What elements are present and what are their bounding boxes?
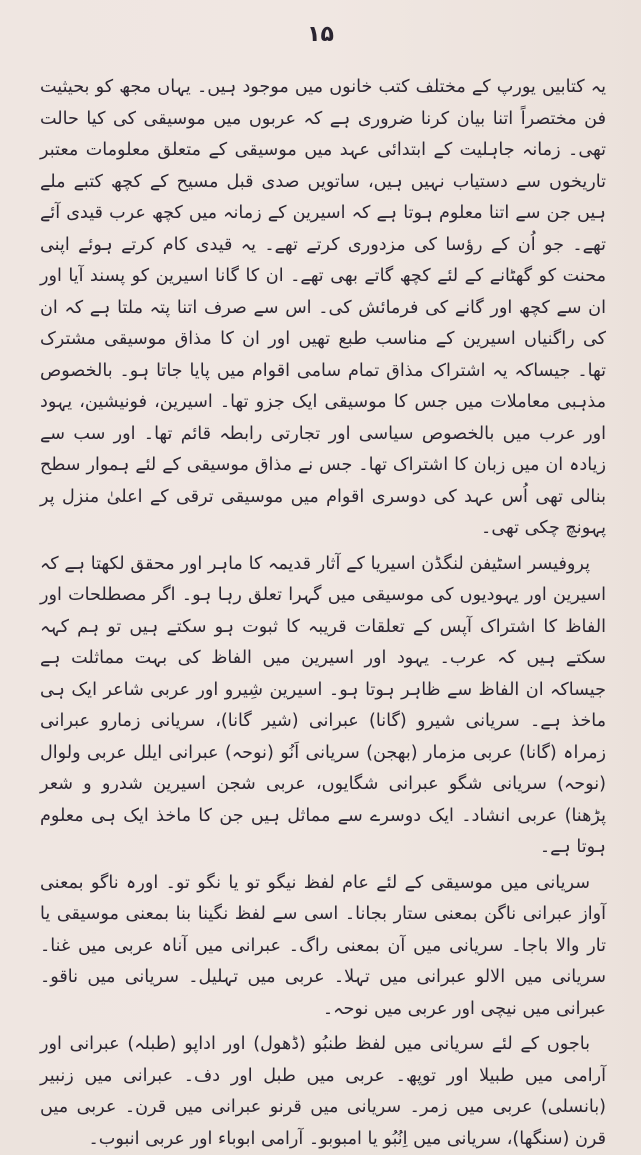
paragraph: یہ کتابیں یورپ کے مختلف کتب خانوں میں موجود ہیں۔ یہاں مجھ کو بحیثیت فن مختصراً اتنا بیان کرنا ضروری ہے کہ عربوں میں موسیقی کی کیا حالت تھی۔ زمانہ جاہلیت کے ابتدائی عہد میں موسیقی کے متعلق معلومات معتبر تاریخوں سے دستیاب نہیں ہیں، ساتویں صدی قبل مسیح کے کچھ کتبے ملے ہیں جن سے اتنا معلوم ہوتا ہے کہ اسیرین کے زمانہ میں کچھ عرب قیدی آئے تھے۔ جو اُن کے رؤسا کی مزدوری کرتے تھے۔ یہ قیدی کام کرتے ہوئے اپنی محنت کو گھٹانے کے لئے کچھ گاتے بھی تھے۔ ان کا گانا اسیرین کو پسند آیا اور ان سے کچھ اور گانے کی فرمائش کی۔ اس سے صرف اتنا پتہ ملتا ہے کہ ان کی راگنیاں اسیرین کے مناسب طبع تھیں اور ان کا مذاق موسیقی مشترک تھا۔ جیساکہ یہ اشتراک مذاق تمام سامی اقوام میں پایا جاتا ہو۔ بالخصوص مذہبی معاملات میں جس کا موسیقی ایک جزو تھا۔ اسیرین، فونیشین، یہود اور عرب میں بالخصوص سیاسی اور تجارتی رابطہ قائم تھا۔ اور سب سے زیادہ ان میں زبان کا اشتراک تھا۔ جس نے مذاق موسیقی کے لئے ہموار سطح بنالی تھی اُس عہد کی دوسری اقوام میں موسیقی ترقی کے اعلیٰ منزل پر پہونچ چکی تھی۔ bbox=[40, 77, 606, 538]
paragraph: باجوں کے لئے سریانی میں لفظ طنبُو (ڈھول) اور اداپو (طبلہ) عبرانی اور آرامی میں طبیلا اور توپھ۔ عربی میں طبل اور دف۔ عبرانی میں زنبیر (بانسلی) عربی میں زمر۔ سریانی میں قرنو عبرانی میں قرن۔ عربی میں قرن (سنگھا)، سریانی میں اِنُبُو یا امبوبو۔ آرامی ابوباء اور عربی انبوب۔ bbox=[40, 1034, 606, 1149]
page-number: ۱۵ bbox=[307, 22, 334, 47]
paragraph: سریانی میں موسیقی کے لئے عام لفظ نیگو تو یا نگو تو۔ اورہ ناگو بمعنی آواز عبرانی ناگن بمعنی ستار بجانا۔ اسی سے لفظ نگینا بنا بمعنی موسیقی یا تار والا باجا۔ سریانی میں آن بمعنی راگ۔ عبرانی میں آناہ عربی میں غنا۔ سریانی میں الالو عبرانی میں تہلا۔ عربی میں تہلیل۔ سریانی میں ناقو۔ عبرانی میں نیچی اور عربی میں نوحہ۔ bbox=[40, 872, 606, 1019]
paragraph: پروفیسر اسٹیفن لنگڈن اسیریا کے آثار قدیمہ کا ماہر اور محقق لکھتا ہے کہ اسیرین اور یہودیوں کی موسیقی میں گہرا تعلق رہا ہو۔ اگر مصطلحات اور الفاظ کا اشتراک آپس کے تعلقات قریبہ کا ثبوت ہو سکتے ہیں تو ہم کہہ سکتے ہیں کہ عرب۔ یہود اور اسیرین میں الفاظ کی بہت مماثلت ہے جیساکہ ان الفاظ سے ظاہر ہوتا ہو۔ اسیرین شِیرو اور عربی شاعر ایک ہی ماخذ ہے۔ سریانی شیرو (گانا) عبرانی (شیر گانا)، سریانی زمارو عبرانی زمراہ (گانا) عربی مزمار (بھجن) سریانی اَنُو (نوحہ) عبرانی ایلل عربی ولوال (نوحہ) سریانی شگو عبرانی شگایوں، عربی شجن اسیرین شدرو و شعر پڑھنا) عربی انشاد۔ ایک دوسرے سے مماثل ہیں جن کا ماخذ ایک ہی معلوم ہوتا ہے۔ bbox=[40, 553, 606, 857]
body-text bbox=[40, 72, 606, 1155]
